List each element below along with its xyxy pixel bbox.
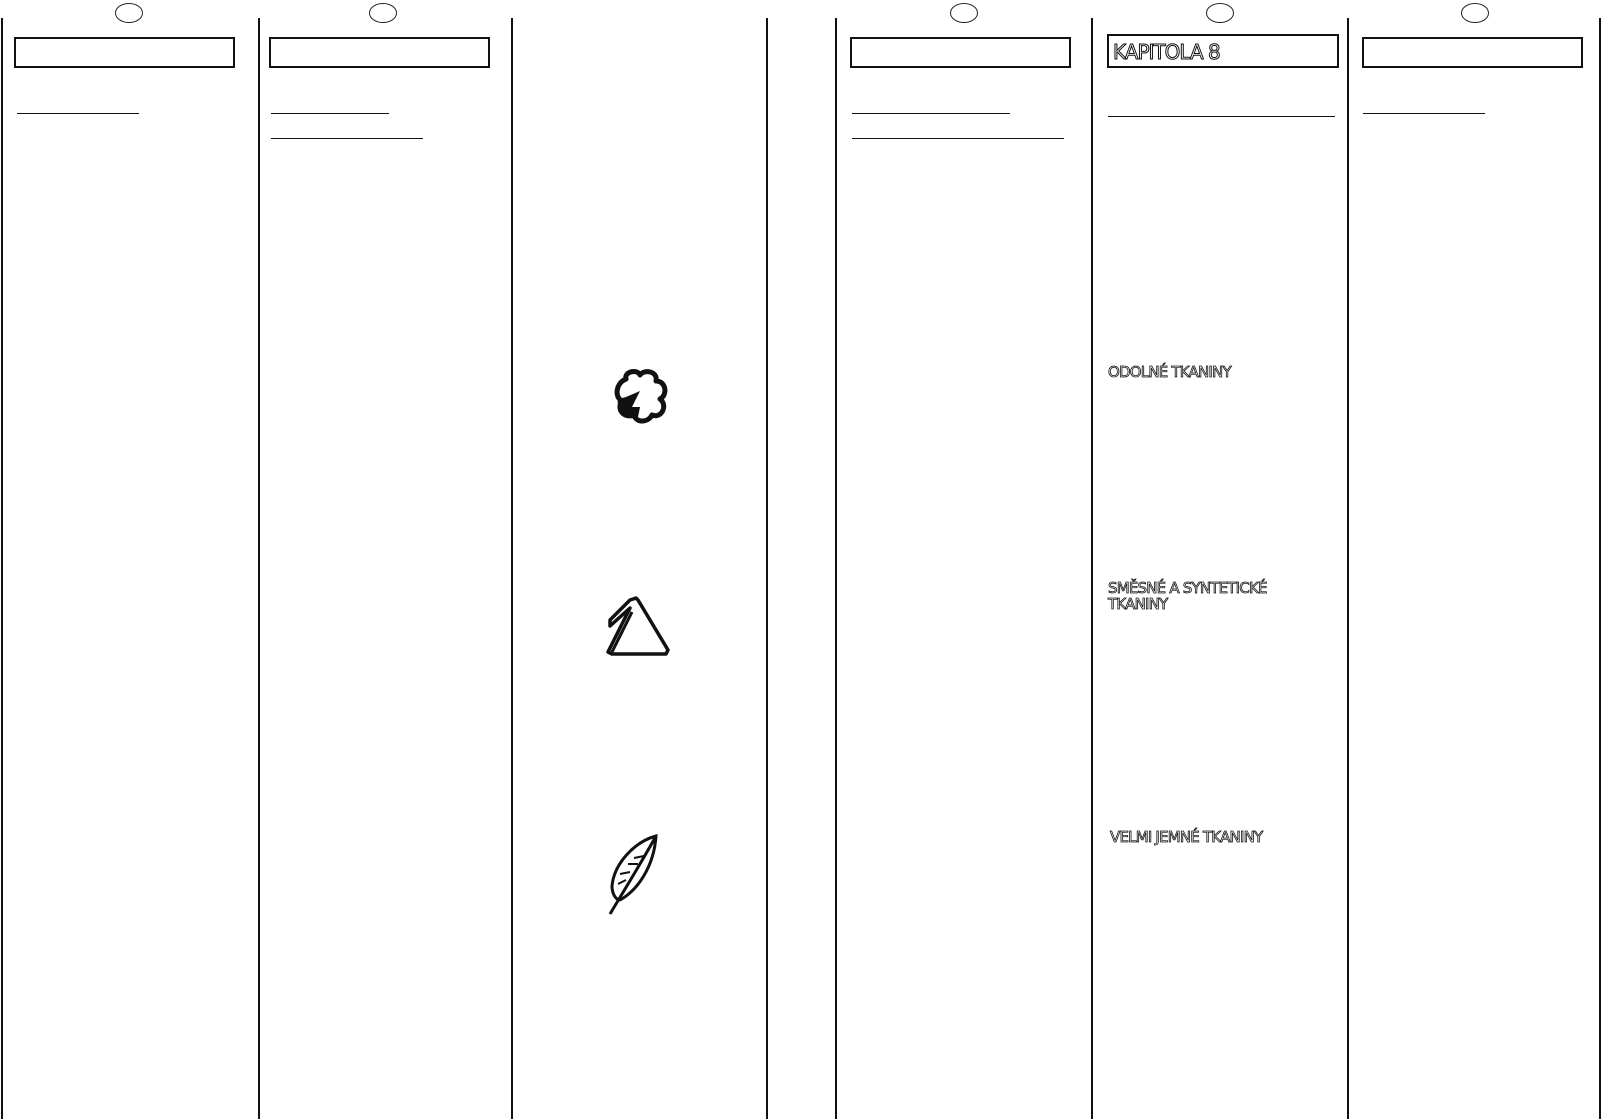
column-divider-right-edge <box>1599 18 1601 1119</box>
page-marker-circle <box>1461 3 1489 23</box>
page-marker-circle <box>1206 3 1234 23</box>
fabric-section-label-resistant: ODOLNÉ TKANINY <box>1108 363 1231 381</box>
page-marker-circle <box>115 3 143 23</box>
chapter-header-box <box>269 37 490 68</box>
page-marker-circle <box>369 3 397 23</box>
column-divider-4 <box>835 18 837 1119</box>
fabric-section-label-delicate: VELMI JEMNÉ TKANINY <box>1110 828 1263 846</box>
subheading-rule <box>271 113 389 114</box>
chapter-title: KAPITOLA 8 <box>1113 40 1220 64</box>
feather-icon <box>604 834 662 916</box>
column-divider-2 <box>511 18 513 1119</box>
cotton-boll-icon <box>612 369 670 425</box>
chapter-header-box <box>1107 34 1339 68</box>
column-divider-left-edge <box>1 18 3 1119</box>
subheading-rule <box>17 113 139 114</box>
synthetic-triangle-icon <box>602 594 674 658</box>
chapter-header-box <box>14 37 235 68</box>
subheading-rule <box>852 138 1064 139</box>
column-divider-6 <box>1347 18 1349 1119</box>
subheading-rule <box>852 113 1010 114</box>
chapter-header-box <box>1362 37 1583 68</box>
fabric-section-label-synthetic: SMĚSNÉ A SYNTETICKÉ TKANINY <box>1108 579 1267 613</box>
column-divider-5 <box>1091 18 1093 1119</box>
column-divider-1 <box>258 18 260 1119</box>
subheading-rule <box>1108 116 1335 117</box>
column-divider-3 <box>766 18 768 1119</box>
subheading-rule <box>1363 113 1485 114</box>
page-marker-circle <box>950 3 978 23</box>
subheading-rule <box>271 138 423 139</box>
chapter-header-box <box>850 37 1071 68</box>
